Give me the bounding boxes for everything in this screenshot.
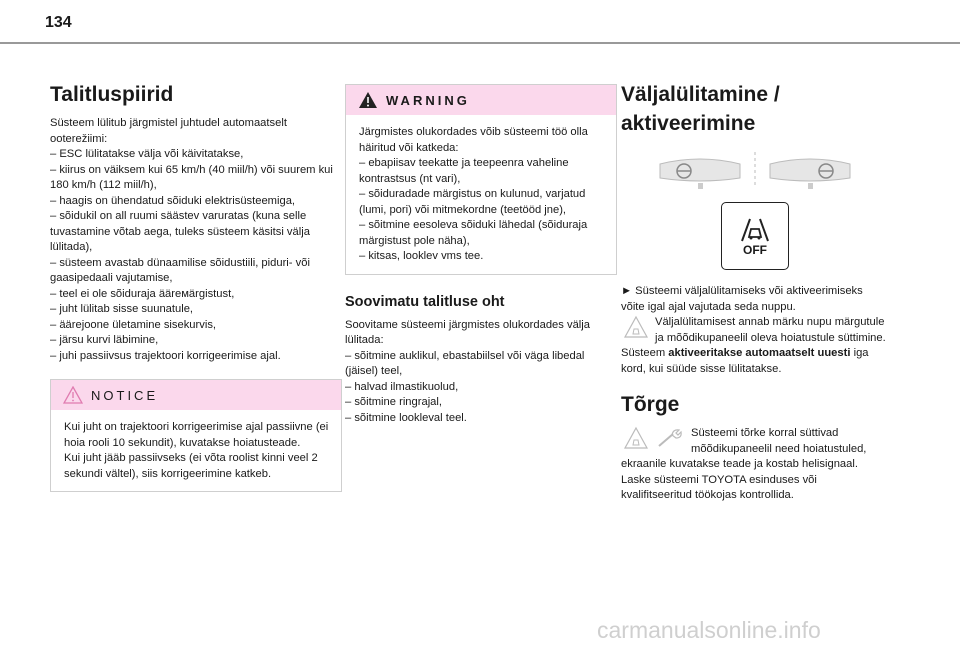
- conditions-list: [50, 147, 342, 364]
- reactivation-post: iga kord, kui süüde sisse lülitatakse.: [621, 347, 869, 375]
- instrument-cluster-illustration: [621, 148, 889, 192]
- list-item: – juhi passiivsus trajektoori korrigeerimise ajal.: [50, 349, 281, 362]
- list-item: – sõidukil on all ruumi säästev varuratas (kuna selle tuvastamine võtab aega, tuleks süsteem käsitsi välja lülitada),: [50, 210, 310, 253]
- header-divider: [0, 42, 960, 44]
- list-item: – kiirus on väiksem kui 65 km/h (40 miil/h) või suurem kui 180 km/h (112 miil/h),: [50, 163, 333, 191]
- column-deactivation: [621, 82, 889, 504]
- list-item: – sõitmine ringrajal,: [345, 396, 443, 408]
- list-item: – sõitmine eesoleva sõiduki lähedal (sõiduraja märgistust pole näha),: [359, 219, 588, 247]
- subsection-title: Soovimatu talitluse oht: [345, 293, 505, 310]
- warning-body: [346, 115, 616, 274]
- list-item: – kitsas, looklev vms tee.: [359, 250, 484, 262]
- list-item: – sõiduradade märgistus on kulunud, varjatud (lumi, pori) või mitmekordne (teetööd jne),: [359, 188, 586, 216]
- warning-title: WARNING: [386, 92, 470, 108]
- section-title: Talitluspiirid: [50, 83, 174, 106]
- off-label: OFF: [743, 242, 767, 257]
- cluster-right-icon: [766, 150, 854, 190]
- fault-title: Tõrge: [621, 393, 680, 416]
- list-item: – süsteem avastab dünaamilise sõidustiili, piduri- või gaasipedaali vajutamise,: [50, 256, 310, 284]
- cluster-left-icon: [656, 150, 744, 190]
- notice-body: [51, 410, 341, 491]
- lane-assist-off-button[interactable]: [721, 202, 789, 270]
- section-title-line2: aktiveerimine: [621, 112, 756, 135]
- reactivation-bold: aktiveeritakse automaatselt uuesti: [668, 347, 851, 359]
- divider-icon: [752, 150, 758, 190]
- list-item: – äärejoone ületamine sisekurvis,: [50, 318, 217, 331]
- notice-header: [51, 380, 341, 410]
- lane-warning-icon: [623, 315, 649, 339]
- reactivation-pre: Süsteem: [621, 347, 669, 359]
- list-item: – sõitmine auklikul, ebastabiilsel või väga libedal (jäisel) teel,: [345, 349, 585, 377]
- list-item: – haagis on ühendatud sõiduki elektrisüsteemiga,: [50, 194, 296, 207]
- intro-text: Soovitame süsteemi järgmistes olukordades välja lülitada:: [345, 318, 590, 346]
- warning-intro: Järgmistes olukordades võib süsteemi töö olla häiritud või katkeda:: [359, 126, 588, 154]
- warning-header: [346, 85, 616, 115]
- list-item: – teel ei ole sõiduraja äärемärgistust,: [50, 287, 235, 300]
- notice-text: Kui juht jääb passiivseks (ei võta roolist kinni veel 2 sekundi vältel), siis korrigeerimine katkeb.: [64, 452, 318, 480]
- notice-text: Kui juht on trajektoori korrigeerimise ajal passiivne (ei hoia rooli 10 sekundit), kuvatakse hoiatusteade.: [64, 421, 329, 449]
- intro-text: Süsteem lülitub järgmistel juhtudel automaatselt ooterežiimi:: [50, 117, 287, 145]
- list-item: – ESC lülitatakse välja või käivitatakse,: [50, 148, 244, 160]
- column-warning: [345, 82, 617, 426]
- fault-text-2: Laske süsteemi TOYOTA esinduses või kvalifitseeritud töökojas kontrollida.: [621, 473, 817, 501]
- lane-warning-icon: [623, 426, 649, 450]
- notice-title: NOTICE: [91, 387, 159, 403]
- wrench-icon: [655, 426, 685, 450]
- section-title-line1: Väljalülitamine /: [621, 83, 780, 106]
- warning-icon: [358, 91, 378, 109]
- lane-departure-icon: [738, 217, 772, 243]
- list-item: – sõitmine lookleval teel.: [345, 411, 467, 424]
- page-number: 134: [45, 14, 72, 31]
- list-item: – järsu kurvi läbimine,: [50, 334, 159, 346]
- list-item: – ebapiisav teekatte ja teepeenra vaheline kontrastsus (nt vari),: [359, 157, 569, 185]
- indicator-note: [621, 315, 889, 346]
- list-item: – juht lülitab sisse suunatule,: [50, 303, 194, 315]
- list-item: – halvad ilmastikuolud,: [345, 380, 459, 393]
- fault-text: Süsteemi tõrke korral süttivad mõõdikupaneelil need hoiatustuled, ekraanile kuvatakse teade ja kostab helisignaal.: [621, 427, 867, 470]
- fault-note: [621, 426, 889, 473]
- instruction-text: ► Süsteemi väljalülitamiseks või aktiveerimiseks võite igal ajal vajutada seda nuppu.: [621, 285, 863, 313]
- reactivation-text: [621, 346, 889, 377]
- notice-icon: [63, 386, 83, 404]
- column-limits: [50, 82, 342, 492]
- warning-box: [345, 84, 617, 275]
- notice-box: [50, 379, 342, 492]
- indicator-text: Väljalülitamisest annab märku nupu märgutule ja mõõdikupaneelil oleva hoiatustule süttimine.: [655, 316, 886, 344]
- watermark: carmanualsonline.info: [597, 617, 821, 643]
